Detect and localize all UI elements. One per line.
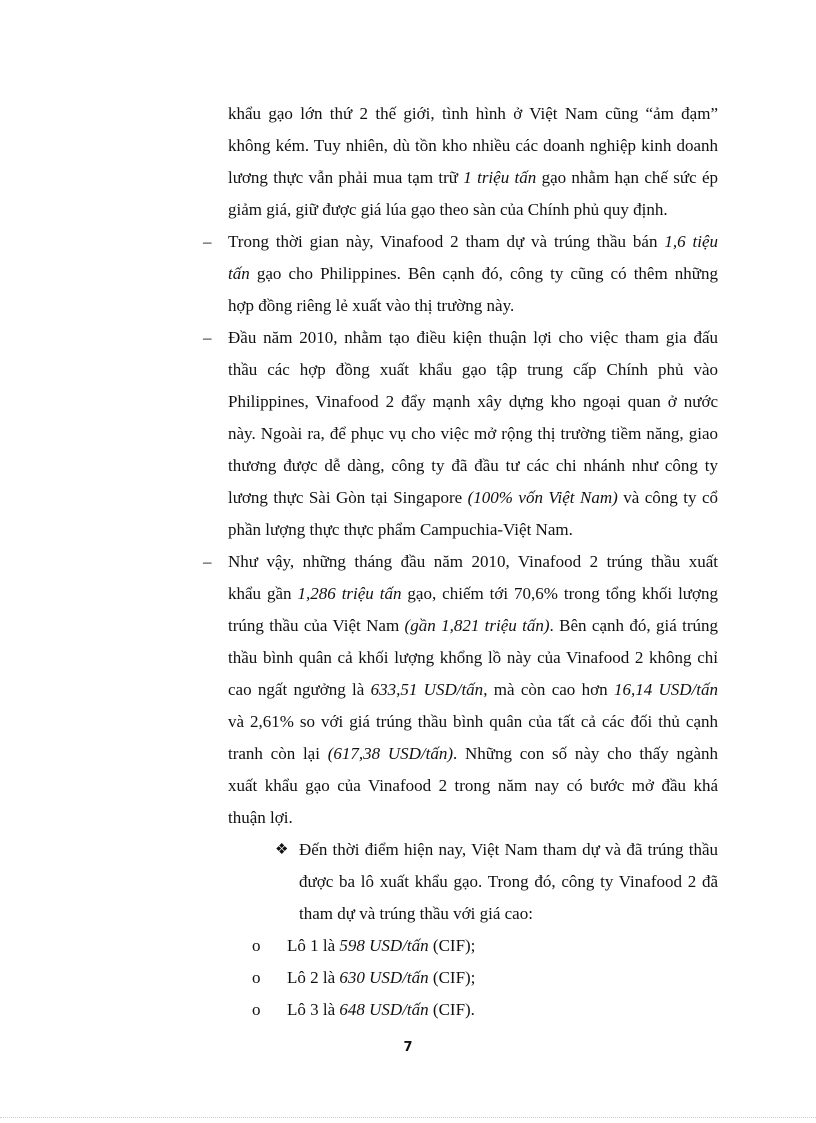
bullet2-line-2: tấn gạo cho Philippines. Bên cạnh đó, công ty cũng có thêm những (228, 264, 718, 283)
bullet3-line-7: phần lượng thực thực phẩm Campuchia-Việt Nam. (228, 520, 573, 539)
bullet3-line-5: thương được dễ dàng, công ty đã đầu tư các chi nhánh như công ty (228, 456, 718, 475)
lot-item: Lô 3 là 648 USD/tấn (CIF). (287, 1000, 475, 1019)
dash-bullet-2: – (203, 328, 212, 347)
diamond-line-2: được ba lô xuất khẩu gạo. Trong đó, công ty Vinafood 2 đã (299, 872, 718, 891)
para1-line-2: không kém. Tuy nhiên, dù tồn kho nhiều các doanh nghiệp kinh doanh (228, 136, 718, 155)
bullet3-line-6: lương thực Sài Gòn tại Singapore (100% vốn Việt Nam) và công ty cổ (228, 488, 718, 507)
diamond-line-1: Đến thời điểm hiện nay, Việt Nam tham dự và đã trúng thầu (299, 840, 718, 859)
bullet3-line-2: thầu các hợp đồng xuất khẩu gạo tập trung cấp Chính phủ vào (228, 360, 718, 379)
bullet4-line-1: Như vậy, những tháng đầu năm 2010, Vinafood 2 trúng thầu xuất (228, 552, 718, 571)
bullet4-line-5: cao ngất ngưởng là 633,51 USD/tấn, mà còn cao hơn 16,14 USD/tấn (228, 680, 719, 699)
bullet3-line-4: này. Ngoài ra, để phục vụ cho việc mở rộng thị trường tiềm năng, giao (228, 424, 718, 443)
lot-item: Lô 2 là 630 USD/tấn (CIF); (287, 968, 476, 987)
bullet4-line-8: xuất khẩu gạo của Vinafood 2 trong năm nay có bước mở đầu khá (228, 776, 718, 795)
diamond-bullet-icon: ❖ (275, 842, 289, 858)
dash-bullet-1: – (203, 232, 212, 251)
lot-item: Lô 1 là 598 USD/tấn (CIF); (287, 936, 476, 955)
bullet4-line-3: trúng thầu của Việt Nam (gần 1,821 triệu tấn). Bên cạnh đó, giá trúng (228, 616, 718, 635)
circle-bullet-icon: o (252, 1000, 261, 1019)
bullet4-line-7: tranh còn lại (617,38 USD/tấn). Những con số này cho thấy ngành (228, 744, 718, 763)
dash-bullet-3: – (203, 552, 212, 571)
bullet4-line-4: thầu bình quân cả khối lượng khổng lồ này của Vinafood 2 không chỉ (228, 648, 718, 667)
bullet3-line-1: Đầu năm 2010, nhằm tạo điều kiện thuận lợi cho việc tham gia đấu (228, 328, 718, 347)
para1-line-1: khẩu gạo lớn thứ 2 thế giới, tình hình ở Việt Nam cũng “ảm đạm” (228, 104, 718, 123)
circle-bullet-icon: o (252, 968, 261, 987)
para1-line-3: lương thực vẫn phải mua tạm trữ 1 triệu tấn gạo nhằm hạn chế sức ép (228, 168, 718, 187)
page-number: 7 (403, 1040, 413, 1055)
diamond-line-3: tham dự và trúng thầu với giá cao: (299, 904, 533, 923)
bullet4-line-6: và 2,61% so với giá trúng thầu bình quân của tất cả các đối thủ cạnh (228, 712, 718, 731)
para1-line-4: giảm giá, giữ được giá lúa gạo theo sàn của Chính phủ quy định. (228, 200, 668, 219)
bullet3-line-3: Philippines, Vinafood 2 đẩy mạnh xây dựng kho ngoại quan ở nước (228, 392, 718, 411)
bullet2-line-3: hợp đồng riêng lẻ xuất vào thị trường này. (228, 296, 515, 315)
bullet4-line-2: khẩu gần 1,286 triệu tấn gạo, chiếm tới 70,6% trong tổng khối lượng (228, 584, 719, 603)
bullet2-line-1: Trong thời gian này, Vinafood 2 tham dự và trúng thầu bán 1,6 tiệu (228, 232, 718, 251)
footer-divider (0, 1117, 816, 1118)
circle-bullet-icon: o (252, 936, 261, 955)
bullet4-line-9: thuận lợi. (228, 808, 293, 827)
